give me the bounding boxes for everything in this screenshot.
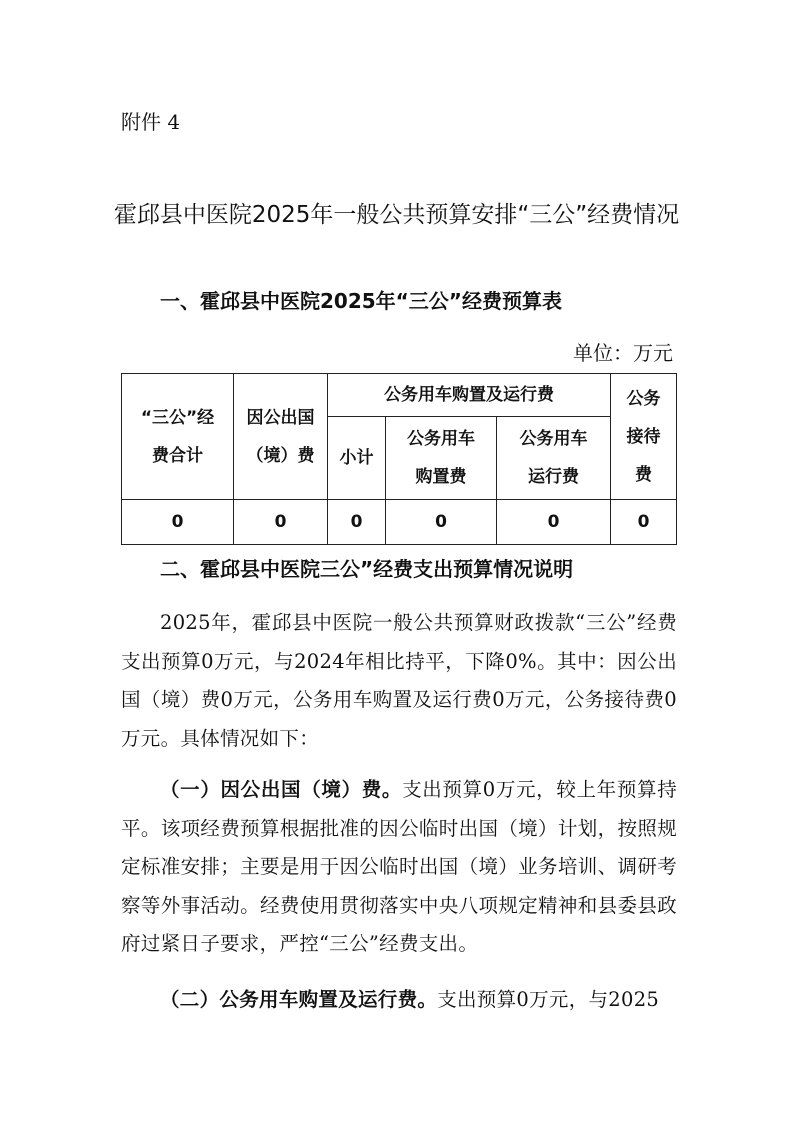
value-reception: 0 [611,500,677,545]
value-abroad: 0 [234,500,328,545]
header-reception: 公务接待费 [611,374,677,500]
paragraph-abroad [121,771,677,964]
paragraph-vehicle-lead: （二）公务用车购置及运行费。 [160,988,438,1011]
paragraph-abroad-lead: （一）因公出国（境）费。 [160,778,403,801]
paragraph-vehicle-text: 支出预算0万元，与2025 [437,988,660,1011]
document-title: 霍邱县中医院2025年一般公共预算安排“三公”经费情况 [113,202,680,228]
header-abroad: 因公出国（境）费 [234,374,328,500]
header-total: “三公”经费合计 [122,374,234,500]
section1-heading: 一、霍邱县中医院2025年“三公”经费预算表 [160,289,562,313]
table-row [122,500,677,545]
header-vehicle-group: 公务用车购置及运行费 [328,374,611,417]
value-vehicle-operation: 0 [497,500,611,545]
header-vehicle-purchase: 公务用车购置费 [386,417,497,500]
paragraph-abroad-text: 支出预算0万元，较上年预算持平。该项经费预算根据批准的因公临时出国（境）计划，按照规定标准安排；主要是用于因公临时出国（境）业务培训、调研考察等外事活动。经费使用贯彻落实中央八项规定精神和县委县政府过紧日子要求，严控“三公”经费支出。 [121,778,677,955]
paragraph-vehicle [121,981,677,1020]
attachment-label: 附件 4 [121,110,181,134]
table-header-row [122,374,677,417]
value-vehicle-purchase: 0 [386,500,497,545]
header-subtotal: 小计 [328,417,386,500]
unit-label: 单位：万元 [573,341,673,365]
paragraph-summary: 2025年，霍邱县中医院一般公共预算财政拨款“三公”经费支出预算0万元，与2024年相比持平，下降0%。其中：因公出国（境）费0万元，公务用车购置及运行费0万元，公务接待费0万元。具体情况如下： [121,611,677,750]
budget-table [121,373,677,545]
section2-heading: 二、霍邱县中医院三公”经费支出预算情况说明 [160,557,574,581]
header-vehicle-operation: 公务用车运行费 [497,417,611,500]
value-subtotal: 0 [328,500,386,545]
value-total: 0 [122,500,234,545]
